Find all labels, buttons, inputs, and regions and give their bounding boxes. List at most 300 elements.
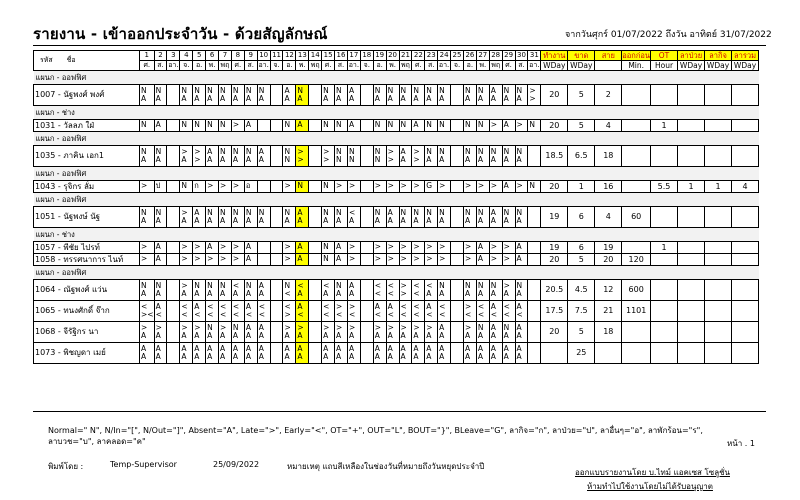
summary-value [678,301,705,322]
employee-name: 1007 - นัฐพงศ์ พงศ์ [34,85,140,106]
day-status-cell [154,181,167,193]
day-status-cell [140,85,155,106]
day-status-mark: A [207,146,213,156]
day-status-cell [296,146,309,167]
employee-row [34,343,759,364]
day-status-mark: A [413,120,419,130]
day-status-cell [180,242,193,254]
day-status-cell [373,254,386,266]
day-status-mark: > [426,322,433,332]
day-status-cell [528,85,541,106]
day-status-mark: A [348,331,355,340]
day-status-mark: < [477,310,485,319]
day-status-mark: < [284,301,291,311]
day-status-mark: N [477,120,484,130]
department-row [34,132,759,146]
day-status-mark: N [516,146,523,156]
day-status-mark: A [297,120,303,130]
summary-unit: WDay [678,61,705,71]
day-status-cell [193,120,206,132]
day-status-mark: N [207,322,213,332]
day-status-mark: A [516,155,522,164]
day-status-cell [451,301,464,322]
summary-value [705,322,732,343]
summary-label: ทำงาน [541,51,568,61]
day-status-mark: > [141,322,148,332]
day-status-cell [360,280,373,301]
day-status-cell [206,120,219,132]
day-status-mark: < [439,310,446,319]
day-status-mark: N [516,280,523,290]
day-status-mark: N [258,85,265,95]
day-status-mark: A [503,94,509,103]
day-status-mark: < [503,301,510,311]
day-status-mark: A [181,352,187,361]
day-status-mark: A [141,155,147,164]
day-status-cell [309,181,322,193]
day-status-mark: > [348,254,356,264]
summary-value [678,120,705,132]
day-status-cell [463,301,476,322]
day-status-cell [283,242,296,254]
day-status-cell [231,280,244,301]
day-status-mark: A [477,94,483,103]
day-status-mark: < [323,280,330,290]
day-status-mark: A [207,289,213,298]
day-status-mark: A [490,85,496,95]
day-number: 28 [491,51,501,59]
day-status-mark: N [155,85,162,95]
summary-label: OT [651,51,678,61]
day-status-cell [386,146,399,167]
day-status-cell [386,85,399,106]
day-status-mark: > [181,207,188,217]
day-status-cell [425,242,438,254]
day-status-mark: A [503,343,509,353]
day-status-mark: A [516,242,522,252]
day-number: 29 [504,51,514,59]
day-status-cell [476,254,489,266]
day-status-mark: A [477,254,483,264]
summary-value [651,146,678,167]
legend-line-2: ลาบวช="บ", ลาคลอด="ค" [48,437,146,446]
summary-value: 18.5 [541,146,568,167]
day-status-cell [270,85,283,106]
summary-value: 1101 [622,301,651,322]
day-status-mark: < [181,310,188,319]
day-status-mark: A [348,343,355,353]
weekday-label: จ. [360,61,373,71]
day-status-mark: A [220,155,226,164]
day-status-cell [283,120,296,132]
day-status-mark: N [516,207,523,217]
day-status-cell [270,207,283,228]
day-status-mark: > [323,146,330,156]
day-status-cell [451,120,464,132]
day-status-mark: A [141,94,147,103]
day-status-mark: N [245,280,252,290]
summary-label: ขาด [568,51,595,61]
day-status-cell [335,120,348,132]
day-status-cell [231,322,244,343]
day-status-cell [309,343,322,364]
day-status-cell [386,322,399,343]
day-status-cell [489,207,502,228]
day-status-cell [219,181,232,193]
day-status-mark: A [232,289,239,298]
summary-value: 600 [622,280,651,301]
day-status-mark: A [141,352,147,361]
day-status-cell [373,120,386,132]
summary-value [678,280,705,301]
day-status-cell [425,146,438,167]
day-status-mark: A [400,146,406,156]
day-status-cell [489,146,502,167]
day-status-cell [193,85,206,106]
day-status-mark: < [258,301,265,311]
day-status-cell [270,242,283,254]
day-status-mark: A [387,331,393,340]
summary-value: 21 [595,301,622,322]
weekday-label: อา. [168,61,179,69]
day-status-cell [206,146,219,167]
day-status-mark: A [258,280,264,290]
day-status-cell [283,146,296,167]
day-number: 27 [478,51,488,59]
day-status-mark: A [374,343,380,353]
day-status-cell [322,280,335,301]
day-status-cell [412,343,425,364]
day-status-cell [528,146,541,167]
day-status-mark: A [141,289,147,298]
day-status-mark: A [439,322,445,332]
day-status-cell [412,181,425,193]
day-status-mark: N [207,120,213,130]
summary-value: 60 [622,207,651,228]
day-status-cell [283,322,296,343]
day-status-mark: N [374,155,381,164]
day-status-cell [399,120,412,132]
summary-value [622,181,651,193]
day-status-mark: A [245,331,251,340]
summary-label: ลากิจ [705,51,732,61]
day-status-cell [322,242,335,254]
day-status-mark: A [503,289,509,298]
day-number: 25 [452,51,462,59]
day-status-mark: A [207,242,213,252]
day-status-mark: > [155,322,162,332]
day-status-cell [335,85,348,106]
day-status-cell [231,254,244,266]
day-status-mark: A [232,343,239,353]
day-status-mark: N [477,146,484,156]
day-status-cell [206,207,219,228]
day-status-mark: A [477,216,483,225]
day-status-cell [206,85,219,106]
day-status-mark: ป [155,181,161,191]
summary-value [651,85,678,106]
day-status-cell [347,146,360,167]
day-status-mark: A [258,343,264,353]
day-status-mark: A [323,331,329,340]
day-status-cell [451,181,464,193]
day-status-cell [425,85,438,106]
day-status-cell [386,207,399,228]
day-status-cell [140,280,155,301]
day-status-cell [476,343,489,364]
day-status-cell [322,181,335,193]
day-status-cell [399,242,412,254]
day-status-mark: < [232,280,240,290]
day-status-mark: N [490,280,497,290]
day-status-mark: A [439,155,445,164]
day-status-cell [270,120,283,132]
day-number: 13 [297,51,307,59]
day-status-cell [451,343,464,364]
day-status-cell [360,146,373,167]
day-status-cell [399,181,412,193]
day-number: 22 [413,51,423,59]
day-status-mark: < [413,280,420,290]
day-status-cell [244,322,257,343]
day-status-mark: A [232,352,239,361]
day-status-mark: A [245,94,251,103]
day-status-mark: A [232,94,239,103]
day-status-mark: > [194,322,201,332]
day-status-cell [231,242,244,254]
day-status-cell [167,322,180,343]
day-status-cell [438,181,451,193]
day-status-mark: A [490,301,496,311]
weekday-label: จ. [451,61,464,71]
day-status-mark: N [245,146,252,156]
employee-name: 1051 - นัฐพงษ์ นัฐ [34,207,140,228]
designer-credit: ออกแบบรายงานโดย บ.ไทม์ แอคเซส โซลูชั่น [575,468,730,477]
day-status-mark: < [220,310,227,319]
day-status-mark: > [297,146,304,156]
day-status-cell [347,301,360,322]
day-status-mark: A [323,289,329,298]
day-status-cell [373,280,386,301]
day-status-mark: > [439,242,446,252]
summary-value [651,207,678,228]
day-status-mark: A [348,94,355,103]
day-status-cell [257,322,270,343]
day-status-cell [463,322,476,343]
day-status-mark: A [207,155,213,164]
day-status-cell [167,254,180,266]
summary-unit [595,61,622,71]
day-status-cell [489,322,502,343]
summary-value: 12 [595,280,622,301]
day-status-mark: > [297,322,304,332]
day-status-cell [451,254,464,266]
day-status-mark: N [297,85,303,95]
day-status-mark: A [464,94,471,103]
day-status-cell [502,120,515,132]
day-status-mark: < [413,289,420,298]
day-status-cell [502,242,515,254]
day-status-mark: A [348,216,355,225]
day-status-cell [386,181,399,193]
day-number: 10 [259,51,269,59]
day-status-mark: A [400,352,406,361]
day-status-cell [438,280,451,301]
day-status-mark: < [258,310,265,319]
day-status-mark: A [336,254,342,264]
day-status-cell [463,120,476,132]
day-status-mark: < [439,301,446,311]
day-status-cell [257,207,270,228]
weekday-label: พ. [206,61,219,71]
day-status-cell [399,343,412,364]
day-status-mark: > [181,280,188,290]
day-status-mark: A [141,216,147,225]
day-status-mark: N [348,155,355,164]
day-status-cell [438,85,451,106]
day-status-mark: N [374,146,381,156]
summary-value [705,343,732,364]
day-status-cell [180,280,193,301]
day-status-mark: > [387,254,394,264]
day-status-mark: > [220,322,227,332]
summary-value: 17.5 [541,301,568,322]
day-status-mark: < [503,310,510,319]
day-status-mark: A [464,289,471,298]
weekday-label: อ. [283,61,296,71]
day-number: 19 [375,51,385,59]
day-status-mark: > [490,181,498,191]
day-status-mark: A [245,352,251,361]
day-status-cell [425,181,438,193]
employee-row [34,146,759,167]
summary-value [732,343,759,364]
day-status-mark: A [194,94,200,103]
day-status-mark: N [323,181,329,191]
day-status-cell [154,146,167,167]
day-status-cell [180,254,193,266]
day-status-cell [335,322,348,343]
employee-row [34,85,759,106]
day-status-mark: A [245,343,251,353]
day-status-cell [140,146,155,167]
day-status-mark: A [220,343,226,353]
day-status-cell [515,280,528,301]
day-status-mark: A [387,94,393,103]
day-status-mark: A [297,254,303,264]
day-status-mark: > [284,310,291,319]
summary-value [651,254,678,266]
day-status-cell [399,85,412,106]
day-status-mark: > [426,242,433,252]
day-status-cell [515,301,528,322]
day-number: 23 [426,51,436,59]
summary-value [622,146,651,167]
day-status-cell [438,207,451,228]
holiday-note: หมายเหตุ แถบสีเหลืองในช่องวันที่หมายถึงวันหยุดประจำปี [287,462,485,471]
day-number: 20 [388,51,398,59]
day-status-mark: N [336,85,342,95]
summary-value [678,254,705,266]
day-status-mark: A [232,216,239,225]
summary-value: 20.5 [541,280,568,301]
summary-label: สาย [595,51,622,61]
day-status-mark: A [297,301,303,311]
day-status-cell [283,85,296,106]
day-status-mark: N [464,120,471,130]
day-status-cell [451,146,464,167]
day-status-mark: A [400,343,406,353]
employee-name: 1057 - พีชัย ไปรท์ [34,242,140,254]
report-title: รายงาน - เข้าออกประจำวัน - ด้วยสัญลักษณ์ [33,25,328,43]
day-status-cell [180,85,193,106]
day-status-cell [231,120,244,132]
day-status-mark: > [400,242,407,252]
day-status-mark: N [323,120,329,130]
day-status-mark: A [336,216,342,225]
day-status-mark: > [232,254,240,264]
day-status-cell [463,181,476,193]
day-status-mark: A [387,301,393,311]
symbol-legend [48,425,703,447]
day-status-cell [296,207,309,228]
day-status-cell [193,207,206,228]
day-status-mark: N [220,146,226,156]
day-status-mark: A [220,331,226,340]
day-status-mark: < [374,289,382,298]
day-status-mark: N [220,280,226,290]
day-status-cell [244,146,257,167]
day-status-cell [347,181,360,193]
summary-value [651,322,678,343]
summary-unit: Min. [622,61,651,71]
summary-label: ออกก่อน [622,51,651,60]
day-status-mark: A [258,155,264,164]
day-status-cell [335,146,348,167]
weekday-label: อา. [258,61,269,69]
weekday-label: ส. [515,61,528,71]
day-status-cell [154,322,167,343]
day-status-mark: < [413,310,420,319]
header-code-name [34,51,140,71]
day-status-mark: A [516,331,522,340]
day-status-mark: > [284,254,291,264]
day-status-cell [270,322,283,343]
day-status-cell [515,120,528,132]
day-status-cell [257,301,270,322]
day-status-cell [322,254,335,266]
day-status-mark: N [439,85,445,95]
day-status-cell [502,254,515,266]
day-status-mark: > [503,254,510,264]
day-status-cell [296,85,309,106]
summary-value [622,85,651,106]
day-status-mark: < [141,301,148,311]
day-status-cell [347,343,360,364]
day-status-cell [296,242,309,254]
day-status-cell [489,280,502,301]
day-status-mark: < [413,301,420,311]
day-status-mark: A [323,343,329,353]
day-status-cell [322,207,335,228]
day-status-mark: > [220,181,227,191]
day-status-mark: < [220,301,227,311]
day-status-cell [502,322,515,343]
day-status-cell [231,301,244,322]
day-status-mark: > [284,322,291,332]
day-status-mark: < [464,310,472,319]
day-status-mark: < [374,310,382,319]
